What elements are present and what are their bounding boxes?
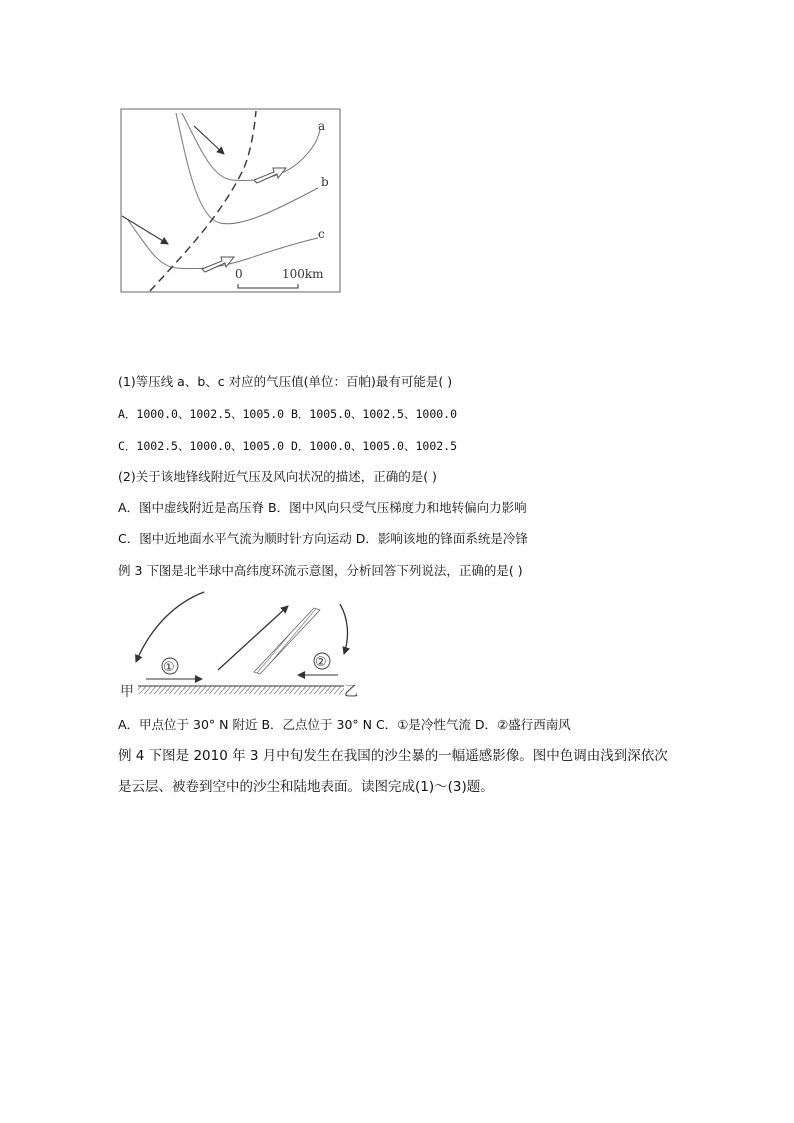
- point-jia-label: 甲: [120, 684, 134, 700]
- left-circulation-arrow: [136, 592, 204, 662]
- isobar-label-c: c: [318, 227, 325, 241]
- isobar-a: [182, 113, 320, 180]
- circulation-diagram: [118, 588, 362, 700]
- scale-zero-label: 0: [235, 267, 243, 281]
- hollow-arrow-lower: [202, 257, 234, 272]
- isobar-label-b: b: [321, 175, 329, 189]
- example-4-line-1: 例 4 下图是 2010 年 3 月中旬发生在我国的沙尘暴的一幅遥感影像。图中色调由浅到深依次: [118, 748, 668, 764]
- question-2-options-cd: C．图中近地面水平气流为顺时针方向运动 D．影响该地的锋面系统是冷锋: [118, 531, 528, 546]
- wind-arrow-upper: [194, 126, 224, 154]
- example-3-options: A．甲点位于 30° N 附近 B．乙点位于 30° N C．①是冷性气流 D．②盛行西南风: [118, 717, 571, 732]
- isobar-front-figure: [120, 108, 342, 294]
- scale-bar: [238, 284, 298, 288]
- question-1-options-cd: C．1002.5、1000.0、1005.0 D．1000.0、1005.0、1002.5: [118, 439, 458, 453]
- question-2-stem: (2)关于该地锋线附近气压及风向状况的描述，正确的是( ): [118, 469, 437, 484]
- rising-airflow-line: [218, 606, 288, 670]
- example-3-stem: 例 3 下图是北半球中高纬度环流示意图，分析回答下列说法，正确的是( ): [118, 563, 523, 578]
- isobar-label-a: a: [318, 119, 326, 133]
- hollow-arrow-upper: [254, 168, 286, 183]
- question-1-stem: (1)等压线 a、b、c 对应的气压值(单位：百帕)最有可能是( ): [118, 374, 453, 389]
- example-4-line-2: 是云层、被卷到空中的沙尘和陆地表面。读图完成(1)～(3)题。: [118, 779, 494, 795]
- circle-2-label: ②: [315, 655, 327, 670]
- front-dashed-line: [150, 111, 256, 291]
- right-circulation-arrow: [340, 604, 347, 654]
- isobar-front-diagram: [120, 108, 342, 294]
- front-band-hatched: [254, 608, 320, 674]
- circulation-figure: [118, 588, 362, 700]
- circle-1-label: ①: [163, 660, 175, 675]
- question-1-options-ab: A．1000.0、1002.5、1005.0 B．1005.0、1002.5、1000.0: [118, 407, 458, 421]
- point-yi-label: 乙: [344, 684, 358, 700]
- ground-hatched: [138, 686, 344, 694]
- figure-frame: [121, 109, 340, 292]
- scale-distance-label: 100km: [282, 267, 324, 281]
- question-2-options-ab: A．图中虚线附近是高压脊 B．图中风向只受气压梯度力和地转偏向力影响: [118, 500, 527, 515]
- wind-arrow-lower: [122, 216, 168, 244]
